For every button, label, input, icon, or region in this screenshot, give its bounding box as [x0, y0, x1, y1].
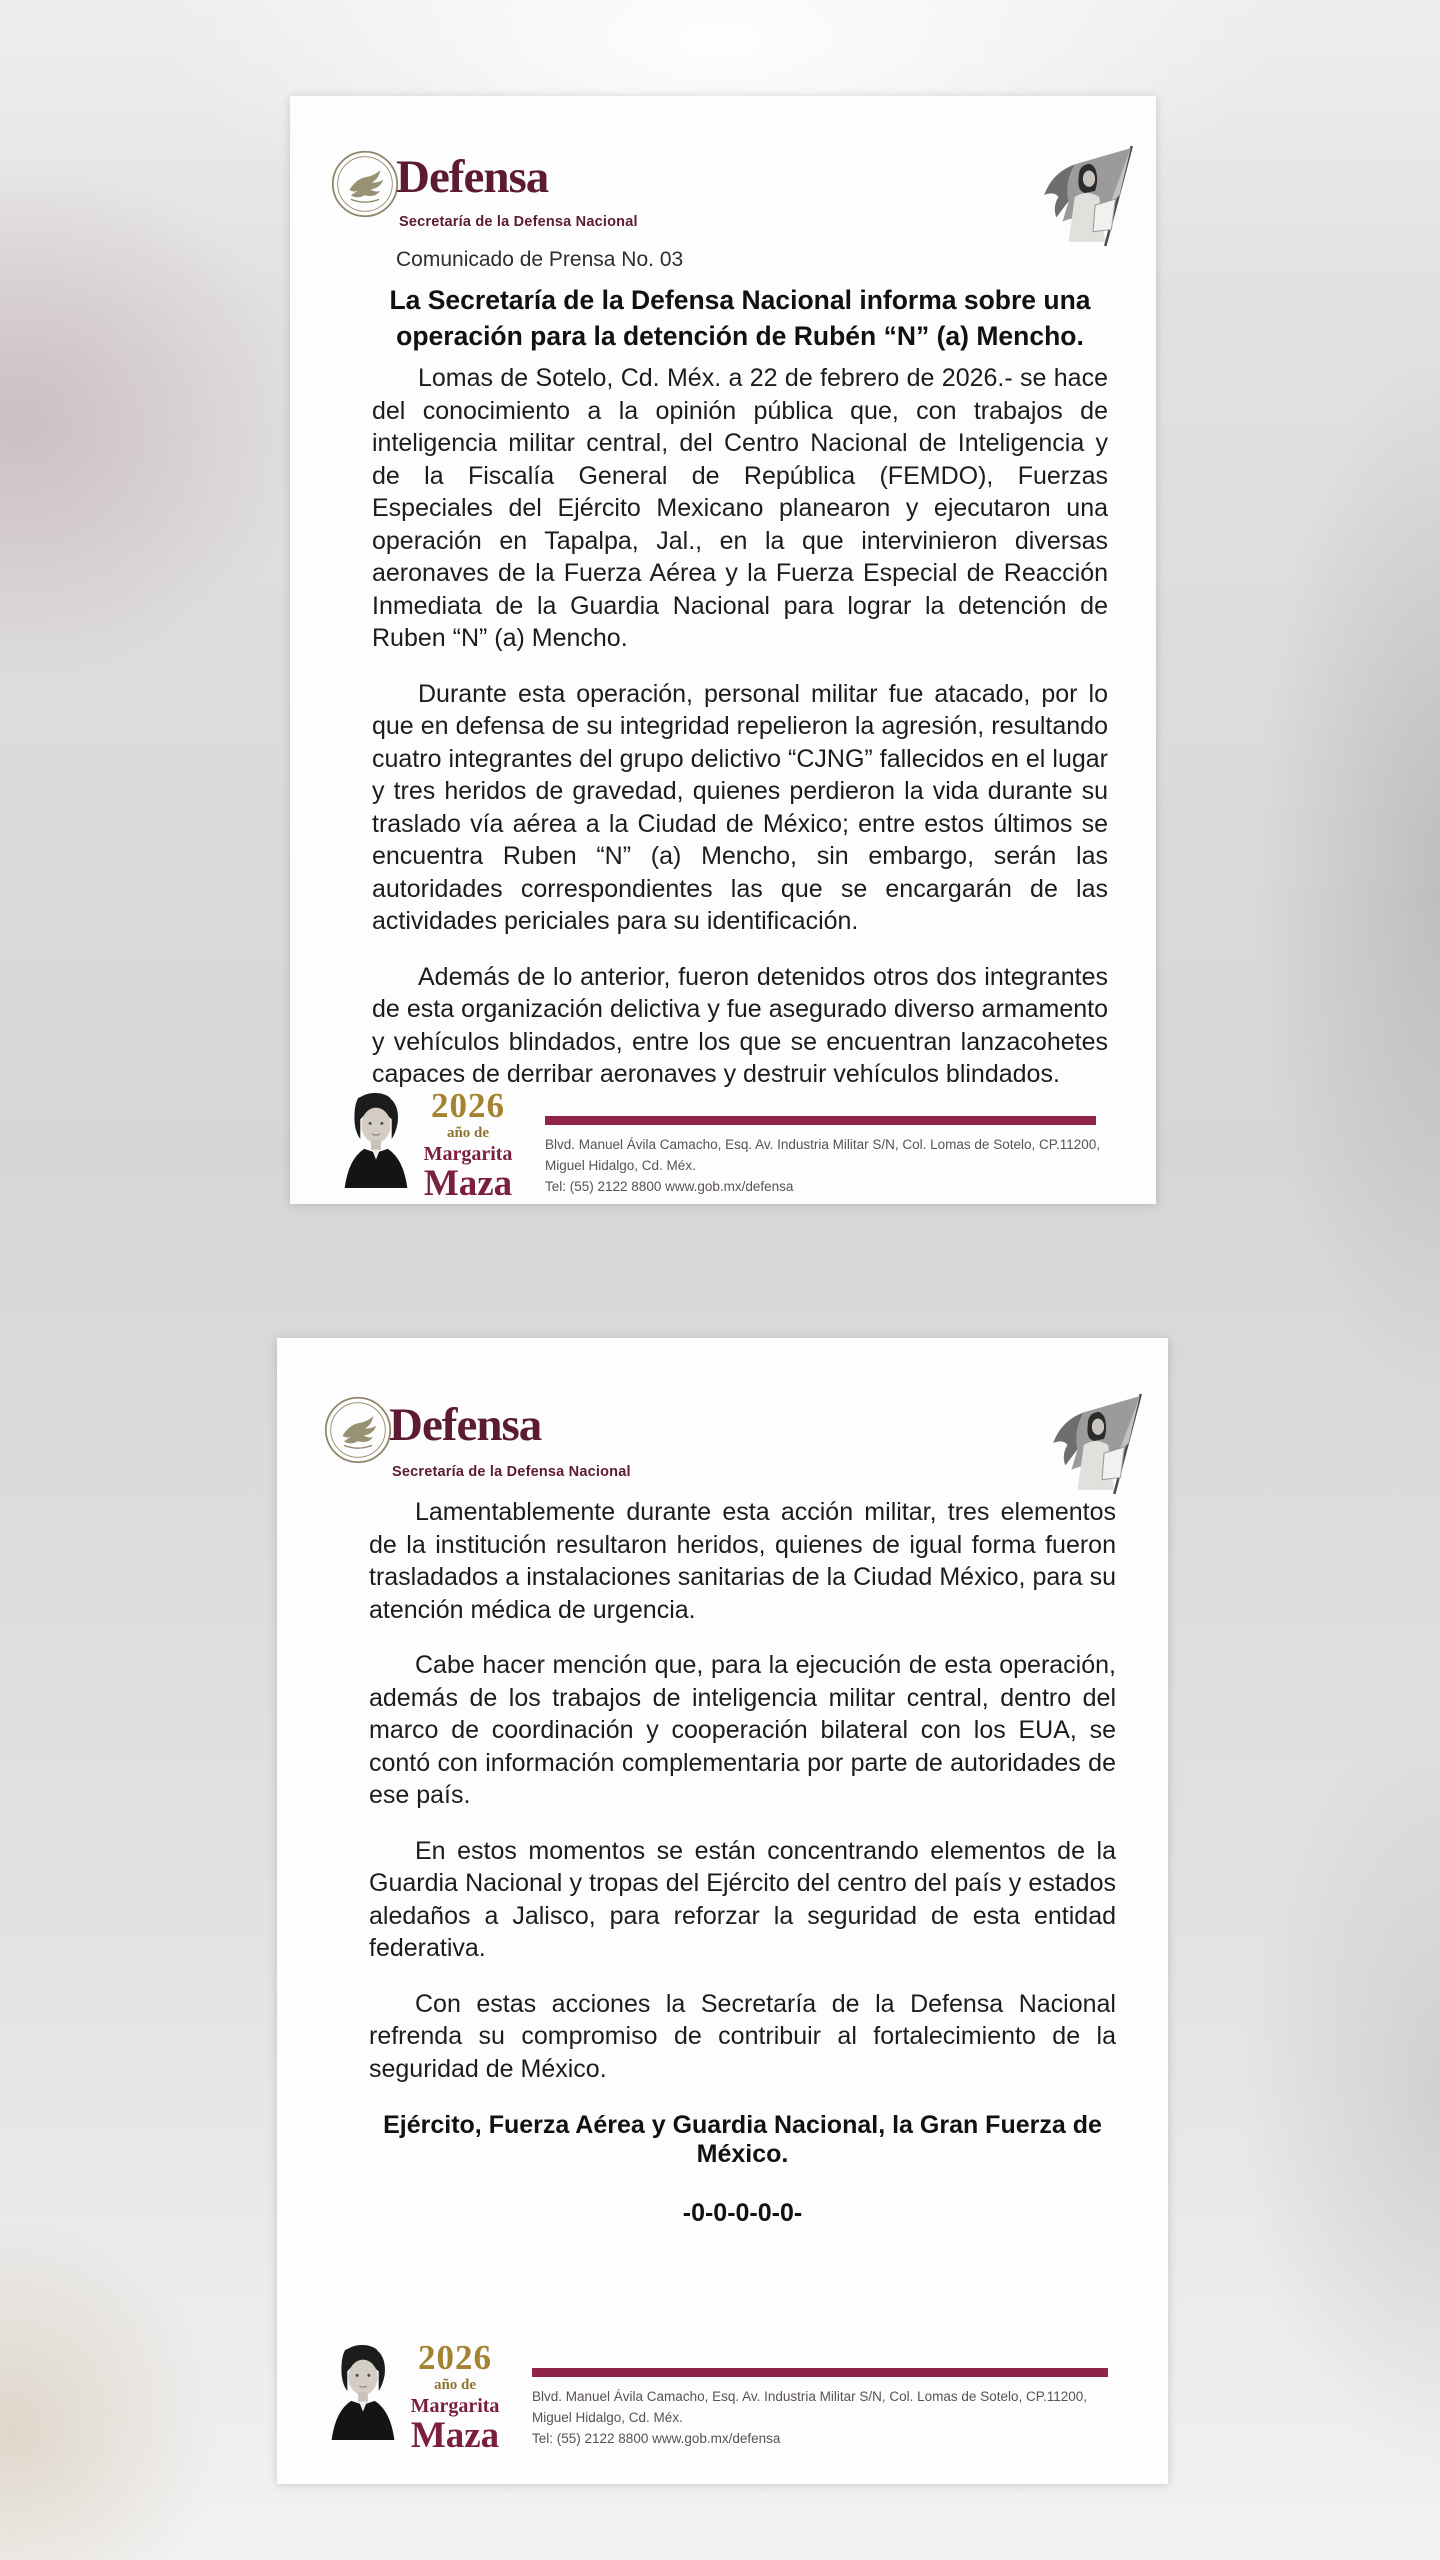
- defensa-tagline: Secretaría de la Defensa Nacional: [392, 1464, 631, 1480]
- sedena-eagle-seal-icon: [330, 148, 400, 220]
- defensa-wordmark: Defensa: [396, 151, 549, 203]
- body-paragraph: En estos momentos se están concentrando elementos de la Guardia Nacional y tropas del Ejército del centro del país y estados aledaños a Jalisco, para reforzar la seguridad de esta entidad federativa.: [369, 1836, 1116, 1962]
- defensa-wordmark: Defensa: [389, 1399, 542, 1451]
- title-line-1: La Secretaría de la Defensa Nacional informa sobre una: [389, 285, 1091, 315]
- footer-divider-bar: [532, 2368, 1108, 2377]
- year-caption: año de: [446, 1125, 490, 1141]
- footer-address-line-2: Tel: (55) 2122 8800 www.gob.mx/defensa: [532, 2431, 781, 2446]
- footer-divider-bar: [545, 1116, 1096, 1125]
- sedena-eagle-seal-icon: [323, 1394, 393, 1466]
- margarita-maza-portrait: [334, 1090, 418, 1190]
- closing-motto: Ejército, Fuerza Aérea y Guardia Nacional, la Gran Fuerza de México.: [383, 2111, 1102, 2168]
- body-paragraph: Lamentablemente durante esta acción militar, tres elementos de la institución resultaron heridos, quienes de igual forma fueron trasladados a instalaciones sanitarias de la Ciudad México, para su atención médica de urgencia.: [369, 1498, 1116, 1624]
- year-label: 2026: [431, 1086, 505, 1125]
- page-footer: [290, 1086, 1156, 1204]
- footer-address-line-1: Blvd. Manuel Ávila Camacho, Esq. Av. Industria Militar S/N, Col. Lomas de Sotelo, CP.11200, Miguel Hidalgo, Cd. Méx.: [532, 2389, 1088, 2425]
- title-line-2: operación para la detención de Rubén “N” (a) Mencho.: [396, 321, 1084, 351]
- defensa-tagline: Secretaría de la Defensa Nacional: [399, 214, 638, 230]
- page-1-body: [372, 362, 1108, 1114]
- flag-bearer-icon: [1034, 142, 1146, 250]
- body-paragraph: Durante esta operación, personal militar fue atacado, por lo que en defensa de su integridad repelieron la agresión, resultando cuatro integrantes del grupo delictivo “CJNG” fallecidos en el lugar y tres heridos de gravedad, quienes perdieron la vida durante su traslado vía aérea a la Ciudad de México; entre estos últimos se encuentra Ruben “N” (a) Mencho, sin embargo, serán las autoridades correspondientes las que se encargarán de las actividades periciales para su identificación.: [372, 679, 1108, 935]
- end-separator: -0-0-0-0-0-: [682, 2199, 803, 2227]
- footer-address: [532, 2386, 1124, 2449]
- body-paragraph: Además de lo anterior, fueron detenidos otros dos integrantes de esta organización delictiva y fue asegurado diverso armamento y vehículos blindados, entre los que se encuentran lanzacohetes capaces de derribar aeronaves y destruir vehículos blindados.: [372, 962, 1108, 1088]
- page-2-body: [369, 1496, 1116, 2228]
- year-emblem: [405, 2340, 505, 2454]
- press-release-title: [370, 282, 1110, 354]
- honoree-last-name: Maza: [423, 1163, 513, 1204]
- body-paragraph: Lomas de Sotelo, Cd. Méx. a 22 de febrero de 2026.- se hace del conocimiento a la opinión pública que, con trabajos de inteligencia militar central, del Centro Nacional de Inteligencia y de la Fiscalía General de República (FEMDO), Fuerzas Especiales del Ejército Mexicano planearon y ejecutaron una operación en Tapalpa, Jal., en la que intervinieron diversas aeronaves de la Fuerza Aérea y la Fuerza Especial de Reacción Inmediata de la Guardia Nacional para lograr la detención de Ruben “N” (a) Mencho.: [372, 364, 1108, 652]
- page-footer: [277, 2338, 1168, 2456]
- body-paragraph: Cabe hacer mención que, para la ejecución de esta operación, además de los trabajos de inteligencia militar central, dentro del marco de coordinación y cooperación bilateral con los EUA, se contó con información complementaria por parte de autoridades de ese país.: [369, 1651, 1116, 1809]
- honoree-last-name: Maza: [410, 2415, 500, 2456]
- year-caption: año de: [433, 2377, 477, 2393]
- body-paragraph: Con estas acciones la Secretaría de la Defensa Nacional refrenda su compromiso de contribuir al fortalecimiento de la seguridad de México.: [369, 1989, 1116, 2083]
- honoree-first-name: Margarita: [410, 2395, 500, 2417]
- footer-address-line-1: Blvd. Manuel Ávila Camacho, Esq. Av. Industria Militar S/N, Col. Lomas de Sotelo, CP.11200, Miguel Hidalgo, Cd. Méx.: [545, 1137, 1101, 1173]
- press-release-page-1: [290, 96, 1156, 1204]
- margarita-maza-portrait: [321, 2342, 405, 2442]
- year-emblem: [418, 1088, 518, 1202]
- honoree-first-name: Margarita: [423, 1143, 513, 1165]
- press-release-page-2: [277, 1338, 1168, 2484]
- footer-address-line-2: Tel: (55) 2122 8800 www.gob.mx/defensa: [545, 1179, 794, 1194]
- footer-address: [545, 1134, 1112, 1197]
- flag-bearer-icon: [1043, 1390, 1155, 1498]
- year-label: 2026: [418, 2338, 492, 2377]
- press-release-number: Comunicado de Prensa No. 03: [396, 248, 684, 271]
